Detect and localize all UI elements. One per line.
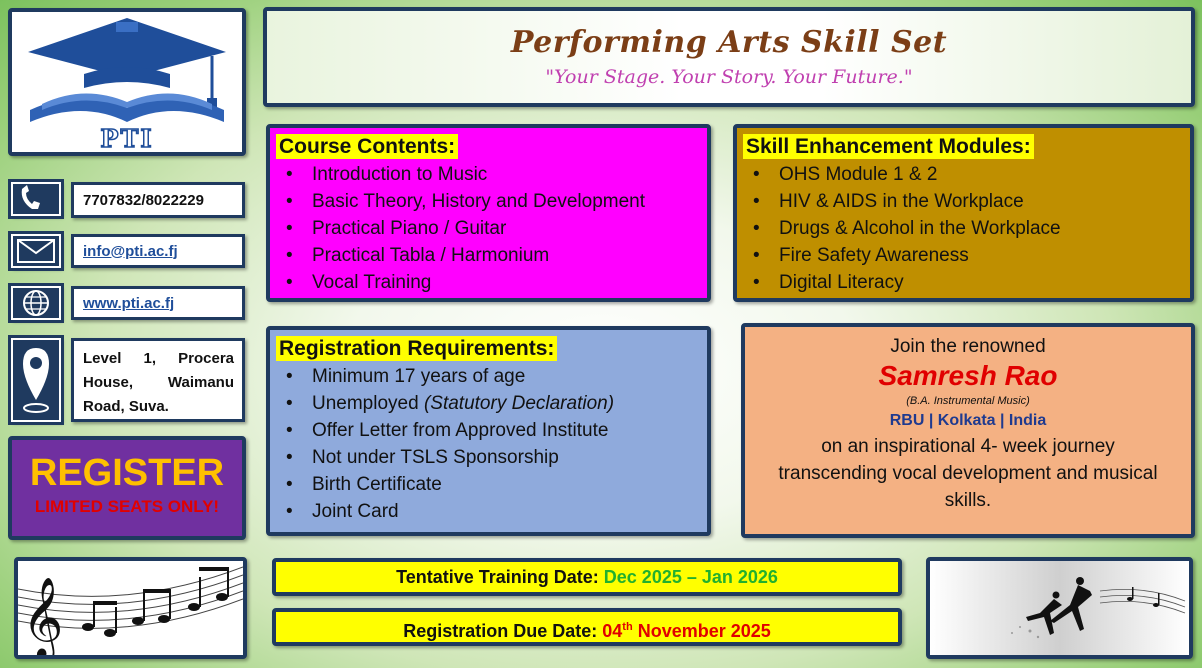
mail-icon <box>17 239 55 263</box>
globe-icon <box>21 289 51 317</box>
tagline: "Your Stage. Your Story. Your Future." <box>545 66 913 88</box>
logo-text: PTI <box>100 124 154 153</box>
list-item: • Joint Card <box>312 498 701 525</box>
website-box <box>71 286 245 320</box>
dancer-silhouette-icon <box>930 561 1189 655</box>
pti-logo <box>8 8 246 156</box>
list-item: • Offer Letter from Approved Institute <box>312 417 701 444</box>
list-item-text: Unemployed <box>312 393 419 415</box>
list-item-note: (Statutory Declaration) <box>423 393 615 415</box>
location-icon-box <box>11 338 61 422</box>
list-item: • HIV & AIDS in the Workplace <box>779 188 1184 215</box>
registration-requirements-panel <box>266 326 711 536</box>
register-subtitle: LIMITED SEATS ONLY! <box>34 497 220 516</box>
website-link[interactable]: www.pti.ac.fj <box>83 294 175 312</box>
list-item: • Basic Theory, History and Development <box>312 188 701 215</box>
training-date-value: Dec 2025 – Jan 2026 <box>603 567 778 587</box>
journey-line-1: on an inspirational 4- week journey <box>821 436 1115 457</box>
music-notes-image <box>14 557 247 659</box>
list-item: • Fire Safety Awareness <box>779 242 1184 269</box>
phone-icon-box <box>11 182 61 216</box>
mail-icon-box <box>11 234 61 268</box>
instructor-panel <box>741 323 1195 538</box>
address: Level 1, Procera House, Waimanu Road, Suva. <box>71 338 245 422</box>
location-pin-icon <box>19 344 53 416</box>
join-intro: Join the renowned <box>890 336 1046 357</box>
page-title: Performing Arts Skill Set <box>510 25 948 60</box>
list-item: • Practical Tabla / Harmonium <box>312 242 701 269</box>
due-date-bar <box>272 608 902 646</box>
list-item: • Birth Certificate <box>312 471 701 498</box>
due-date-value <box>602 621 771 641</box>
email-box <box>71 234 245 268</box>
list-item: • Practical Piano / Guitar <box>312 215 701 242</box>
list-item <box>312 390 701 417</box>
register-title: REGISTER <box>29 452 225 494</box>
header <box>263 7 1195 107</box>
course-contents-panel <box>266 124 711 302</box>
dancers-image <box>926 557 1193 659</box>
globe-icon-box <box>11 286 61 320</box>
register-banner[interactable] <box>8 436 246 540</box>
instructor-institution: RBU | Kolkata | India <box>889 412 1047 429</box>
phone-icon <box>18 185 54 213</box>
list-item: • OHS Module 1 & 2 <box>779 161 1184 188</box>
due-suffix: th <box>622 621 633 633</box>
list-item: • Digital Literacy <box>779 269 1184 296</box>
instructor-name: Samresh Rao <box>878 360 1058 391</box>
course-heading: Course Contents: <box>276 134 458 159</box>
skill-modules-panel <box>733 124 1194 302</box>
skill-heading: Skill Enhancement Modules: <box>743 134 1034 159</box>
due-rest: November 2025 <box>637 621 771 641</box>
instructor-degree: (B.A. Instrumental Music) <box>906 395 1030 407</box>
phone-number: 7707832/8022229 <box>71 182 245 218</box>
email-link[interactable]: info@pti.ac.fj <box>83 242 178 260</box>
svg-text:𝄞: 𝄞 <box>22 576 64 655</box>
registration-heading: Registration Requirements: <box>276 336 557 361</box>
list-item: • Drugs & Alcohol in the Workplace <box>779 215 1184 242</box>
journey-line-2: transcending vocal development and musical skills. <box>778 463 1158 511</box>
due-date-label: Registration Due Date: <box>403 621 598 641</box>
list-item: • Not under TSLS Sponsorship <box>312 444 701 471</box>
list-item: • Minimum 17 years of age <box>312 363 701 390</box>
list-item: • Introduction to Music <box>312 161 701 188</box>
training-date-label: Tentative Training Date: <box>396 567 599 587</box>
music-notes-icon <box>18 561 243 655</box>
list-item: • Vocal Training <box>312 269 701 296</box>
due-day: 04 <box>602 621 623 641</box>
training-date-bar <box>272 558 902 596</box>
